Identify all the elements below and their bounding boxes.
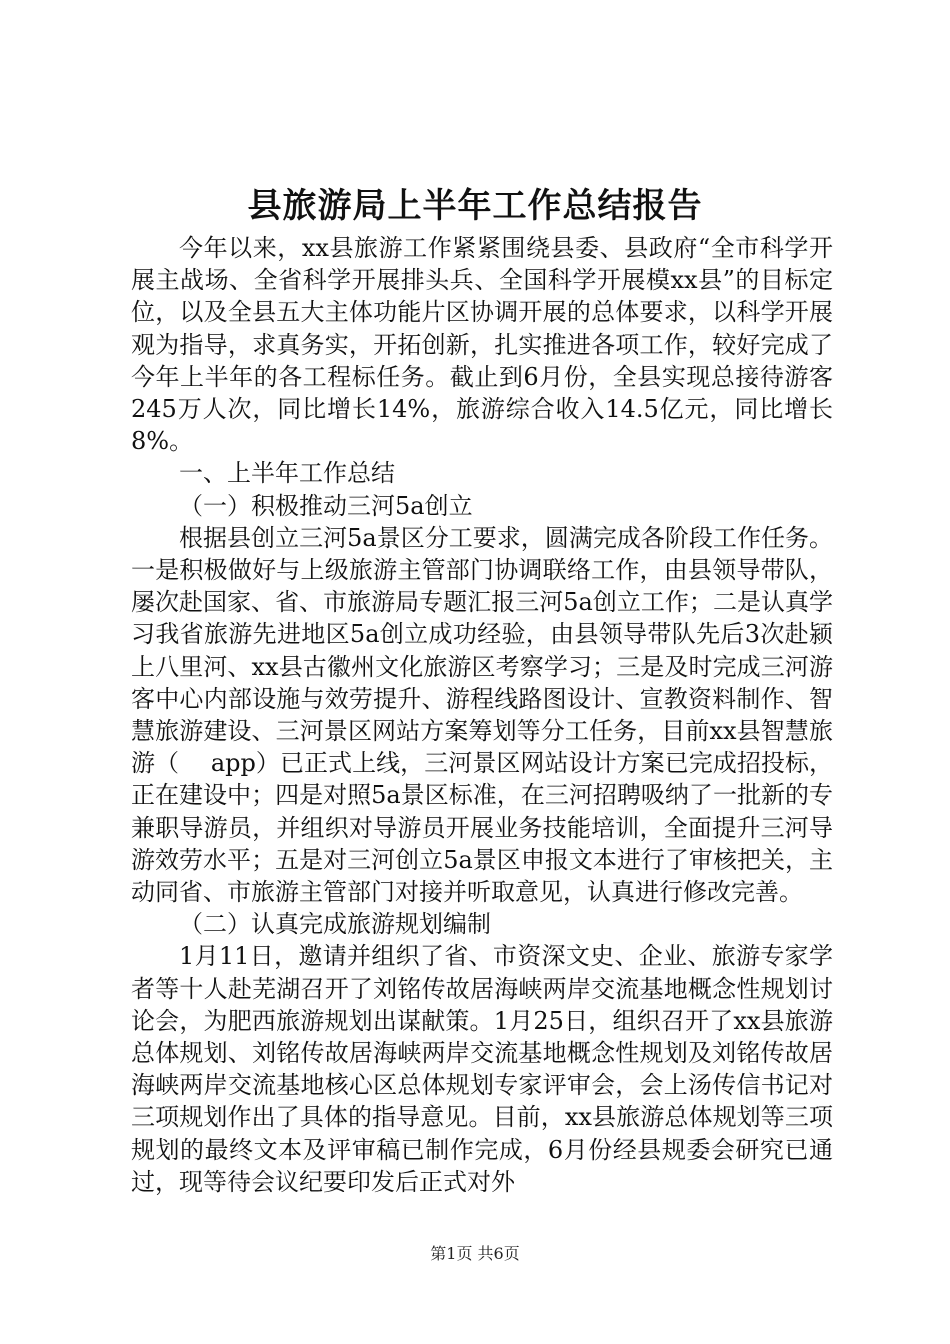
page-number-footer: 第1页 共6页 bbox=[430, 1244, 520, 1263]
section-heading-summary: 一、上半年工作总结 bbox=[179, 459, 395, 488]
document-title: 县旅游局上半年工作总结报告 bbox=[247, 186, 703, 226]
subsection-paragraph-planning: 1月11日，邀请并组织了省、市资深文史、企业、旅游专家学者等十人赴芜湖召开了刘铭传故居海峡两岸交流基地概念性规划讨论会，为肥西旅游规划出谋献策。1月25日，组织召开了xx县旅游总体规划、刘铭传故居海峡两岸交流基地概念性规划及刘铭传故居海峡两岸交流基地核心区总体规划专家评审会，会上汤传信书记对三项规划作出了具体的指导意见。目前，xx县旅游总体规划等三项规划的最终文本及评审稿已制作完成，6月份经县规委会研究已通过，现等待会议纪要印发后正式对外 bbox=[131, 942, 833, 1196]
intro-paragraph: 今年以来，xx县旅游工作紧紧围绕县委、县政府“全市科学开展主战场、全省科学开展排头兵、全国科学开展模xx县”的目标定位，以及全县五大主体功能片区协调开展的总体要求，以科学开展观为指导，求真务实，开拓创新，扎实推进各项工作，较好完成了今年上半年的各工程标任务。截止到6月份，全县实现总接待游客245万人次，同比增长14%，旅游综合收入14.5亿元，同比增长8%。 bbox=[131, 234, 833, 456]
subsection-heading-planning: （二）认真完成旅游规划编制 bbox=[179, 910, 491, 939]
document-body bbox=[131, 232, 833, 1198]
subsection-paragraph-5a: 根据县创立三河5a景区分工要求，圆满完成各阶段工作任务。一是积极做好与上级旅游主管部门协调联络工作，由县领导带队，屡次赴国家、省、市旅游局专题汇报三河5a创立工作；二是认真学习我省旅游先进地区5a创立成功经验，由县领导带队先后3次赴颍上八里河、xx县古徽州文化旅游区考察学习；三是及时完成三河游客中心内部设施与效劳提升、游程线路图设计、宣教资料制作、智慧旅游建设、三河景区网站方案筹划等分工任务，目前xx县智慧旅游（ app）已正式上线，三河景区网站设计方案已完成招投标，正在建设中；四是对照5a景区标准，在三河招聘吸纳了一批新的专兼职导游员，并组织对导游员开展业务技能培训，全面提升三河导游效劳水平；五是对三河创立5a景区申报文本进行了审核把关，主动同省、市旅游主管部门对接并听取意见，认真进行修改完善。 bbox=[131, 523, 833, 907]
subsection-heading-5a: （一）积极推动三河5a创立 bbox=[179, 491, 473, 520]
